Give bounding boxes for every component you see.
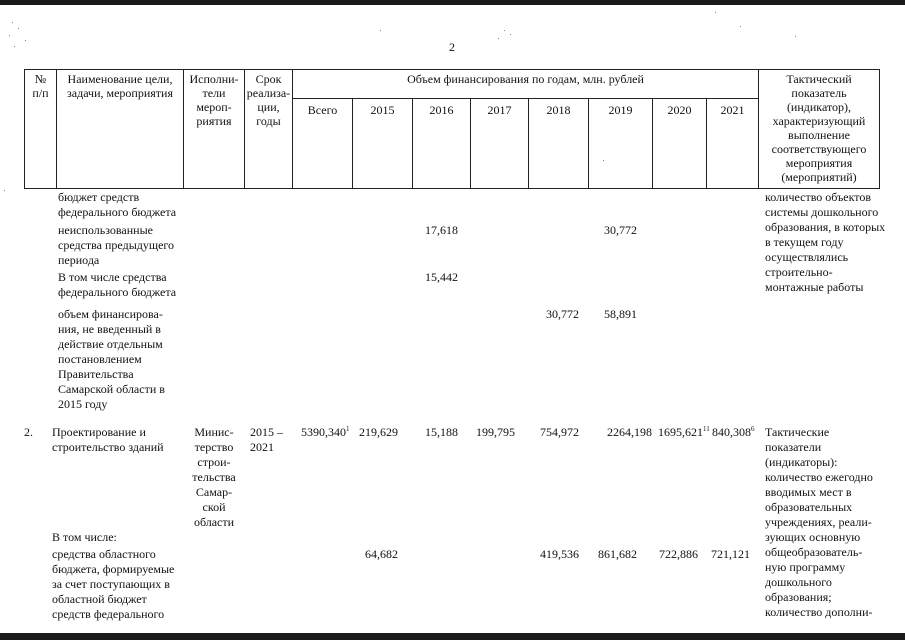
row-label-line: Самарской области в bbox=[58, 382, 165, 396]
header-indicator-line: выполнение bbox=[788, 128, 850, 142]
including-label: В том числе: bbox=[52, 530, 117, 544]
row-label-line: Правительства bbox=[58, 367, 134, 381]
header-term-line: ции, bbox=[257, 100, 280, 114]
indicator-line: осуществлялись bbox=[765, 250, 849, 264]
header-exec-line: риятия bbox=[196, 114, 232, 128]
item-2020 bbox=[658, 425, 710, 440]
header-year: 2020 bbox=[667, 103, 692, 117]
item-exec-line: тельства bbox=[192, 470, 236, 484]
row-label-line: федерального бюджета bbox=[58, 285, 177, 299]
footnote-mark: 6 bbox=[751, 425, 755, 433]
header-name-line1: Наименование цели, bbox=[67, 72, 173, 86]
cell-value: 17,618 bbox=[425, 223, 458, 237]
indicator-line: (индикаторы): bbox=[765, 455, 838, 469]
indicator-line: вводимых мест в bbox=[765, 485, 852, 499]
header-total: Всего bbox=[307, 103, 338, 117]
header-exec-line: Исполни- bbox=[189, 72, 239, 86]
row-label-line: объем финансирова- bbox=[58, 307, 163, 321]
row-label-line: периода bbox=[58, 253, 100, 267]
cell-value: 30,772 bbox=[546, 307, 579, 321]
header-indicator-line: (индикатор), bbox=[786, 100, 852, 114]
header-indicator-line: показатель bbox=[791, 86, 847, 100]
cell-value: 30,772 bbox=[604, 223, 637, 237]
item-total-value: 5390,340 bbox=[301, 425, 346, 439]
header-year: 2015 bbox=[370, 103, 395, 117]
indicator-line: показатели bbox=[765, 440, 822, 454]
row-label-line: за счет поступающих в bbox=[52, 577, 170, 591]
row-label-line: постановлением bbox=[58, 352, 142, 366]
header-indicator-line: (мероприятий) bbox=[781, 170, 857, 184]
header-year: 2016 bbox=[429, 103, 454, 117]
cell-value: 840,308 bbox=[712, 425, 751, 439]
header-term-line: реализа- bbox=[246, 86, 291, 100]
item-number: 2. bbox=[24, 425, 33, 439]
indicator-line: ную программу bbox=[765, 560, 846, 574]
cell-value: 219,629 bbox=[359, 425, 398, 439]
cell-value: 58,891 bbox=[604, 307, 637, 321]
header-indicator-line: мероприятия bbox=[785, 156, 853, 170]
indicator-line: количество ежегодно bbox=[765, 470, 873, 484]
header-exec-line: тели bbox=[202, 86, 226, 100]
cell-value: 15,442 bbox=[425, 270, 458, 284]
header-term-line: Срок bbox=[255, 72, 282, 86]
item-exec-line: области bbox=[193, 515, 235, 529]
item-name-line: строительство зданий bbox=[52, 440, 164, 454]
item-exec-line: ской bbox=[202, 500, 226, 514]
row-label-line: средства предыдущего bbox=[58, 238, 175, 252]
cell-value: 199,795 bbox=[476, 425, 515, 439]
header-term-line: годы bbox=[256, 114, 281, 128]
footnote-mark: 11 bbox=[703, 425, 710, 433]
indicator-line: системы дошкольного bbox=[765, 205, 879, 219]
top-scan-border bbox=[0, 0, 905, 5]
cell-value: 754,972 bbox=[540, 425, 579, 439]
row-label-line: средства областного bbox=[52, 547, 156, 561]
header-year: 2017 bbox=[487, 103, 512, 117]
header-name-line2: задачи, мероприятия bbox=[67, 86, 173, 100]
header-year: 2021 bbox=[720, 103, 745, 117]
cell-value: 1695,621 bbox=[658, 425, 703, 439]
indicator-line: образования; bbox=[765, 590, 832, 604]
header-indicator-line: соответствующего bbox=[771, 142, 867, 156]
cell-value: 64,682 bbox=[365, 547, 398, 561]
cell-value: 861,682 bbox=[598, 547, 637, 561]
item-name-line: Проектирование и bbox=[52, 425, 146, 439]
indicator-line: образования, в которых bbox=[765, 220, 886, 234]
item-exec-line: Минис- bbox=[194, 425, 234, 439]
row-label-line: областной бюджет bbox=[52, 592, 147, 606]
row-label-line: ния, не введенный в bbox=[58, 322, 161, 336]
row-label-line: В том числе средства bbox=[58, 270, 167, 284]
item-term-line: 2021 bbox=[250, 440, 274, 454]
row-label-line: действие отдельным bbox=[58, 337, 163, 351]
indicator-line: монтажные работы bbox=[765, 280, 864, 294]
footnote-mark: 1 bbox=[346, 425, 350, 433]
header-indicator-line: характеризующий bbox=[772, 114, 866, 128]
row-label-line: федерального бюджета bbox=[58, 205, 177, 219]
header-funding-title: Объем финансирования по годам, млн. рублей bbox=[407, 72, 644, 86]
page-number: 2 bbox=[449, 40, 455, 54]
indicator-line: общеобразователь- bbox=[765, 545, 863, 559]
indicator-line: учреждениях, реали- bbox=[765, 515, 872, 529]
header-exec-line: мероп- bbox=[196, 100, 232, 114]
cell-value: 721,121 bbox=[711, 547, 750, 561]
header-indicator-line: Тактический bbox=[786, 72, 852, 86]
item-exec-line: терство bbox=[194, 440, 234, 454]
indicator-line: количество объектов bbox=[765, 190, 872, 204]
row-label-line: средств федерального bbox=[52, 607, 165, 621]
cell-value: 15,188 bbox=[425, 425, 458, 439]
item-exec-line: Самар- bbox=[195, 485, 233, 499]
cell-value: 419,536 bbox=[540, 547, 579, 561]
item-term-line: 2015 – bbox=[250, 425, 283, 439]
row-label-line: неиспользованные bbox=[58, 223, 153, 237]
indicator-line: Тактические bbox=[765, 425, 830, 439]
header-year: 2018 bbox=[546, 103, 571, 117]
indicator-line: количество дополни- bbox=[765, 605, 873, 619]
row-label-line: бюджета, формируемые bbox=[52, 562, 175, 576]
row-label-line: бюджет средств bbox=[58, 190, 140, 204]
indicator-line: дошкольного bbox=[765, 575, 832, 589]
cell-value: 722,886 bbox=[659, 547, 698, 561]
cell-value: 2264,198 bbox=[607, 425, 652, 439]
header-num-line2: п/п bbox=[32, 86, 49, 100]
item-2021 bbox=[712, 425, 755, 440]
indicator-line: в текущем году bbox=[765, 235, 844, 249]
indicator-line: зующих основную bbox=[765, 530, 861, 544]
item-exec-line: строи- bbox=[197, 455, 231, 469]
indicator-line: образовательных bbox=[765, 500, 853, 514]
row-label-line: 2015 году bbox=[58, 397, 108, 411]
indicator-line: строительно- bbox=[765, 265, 833, 279]
header-num-line1: № bbox=[34, 72, 47, 86]
header-year: 2019 bbox=[608, 103, 633, 117]
bottom-scan-border bbox=[0, 633, 905, 640]
